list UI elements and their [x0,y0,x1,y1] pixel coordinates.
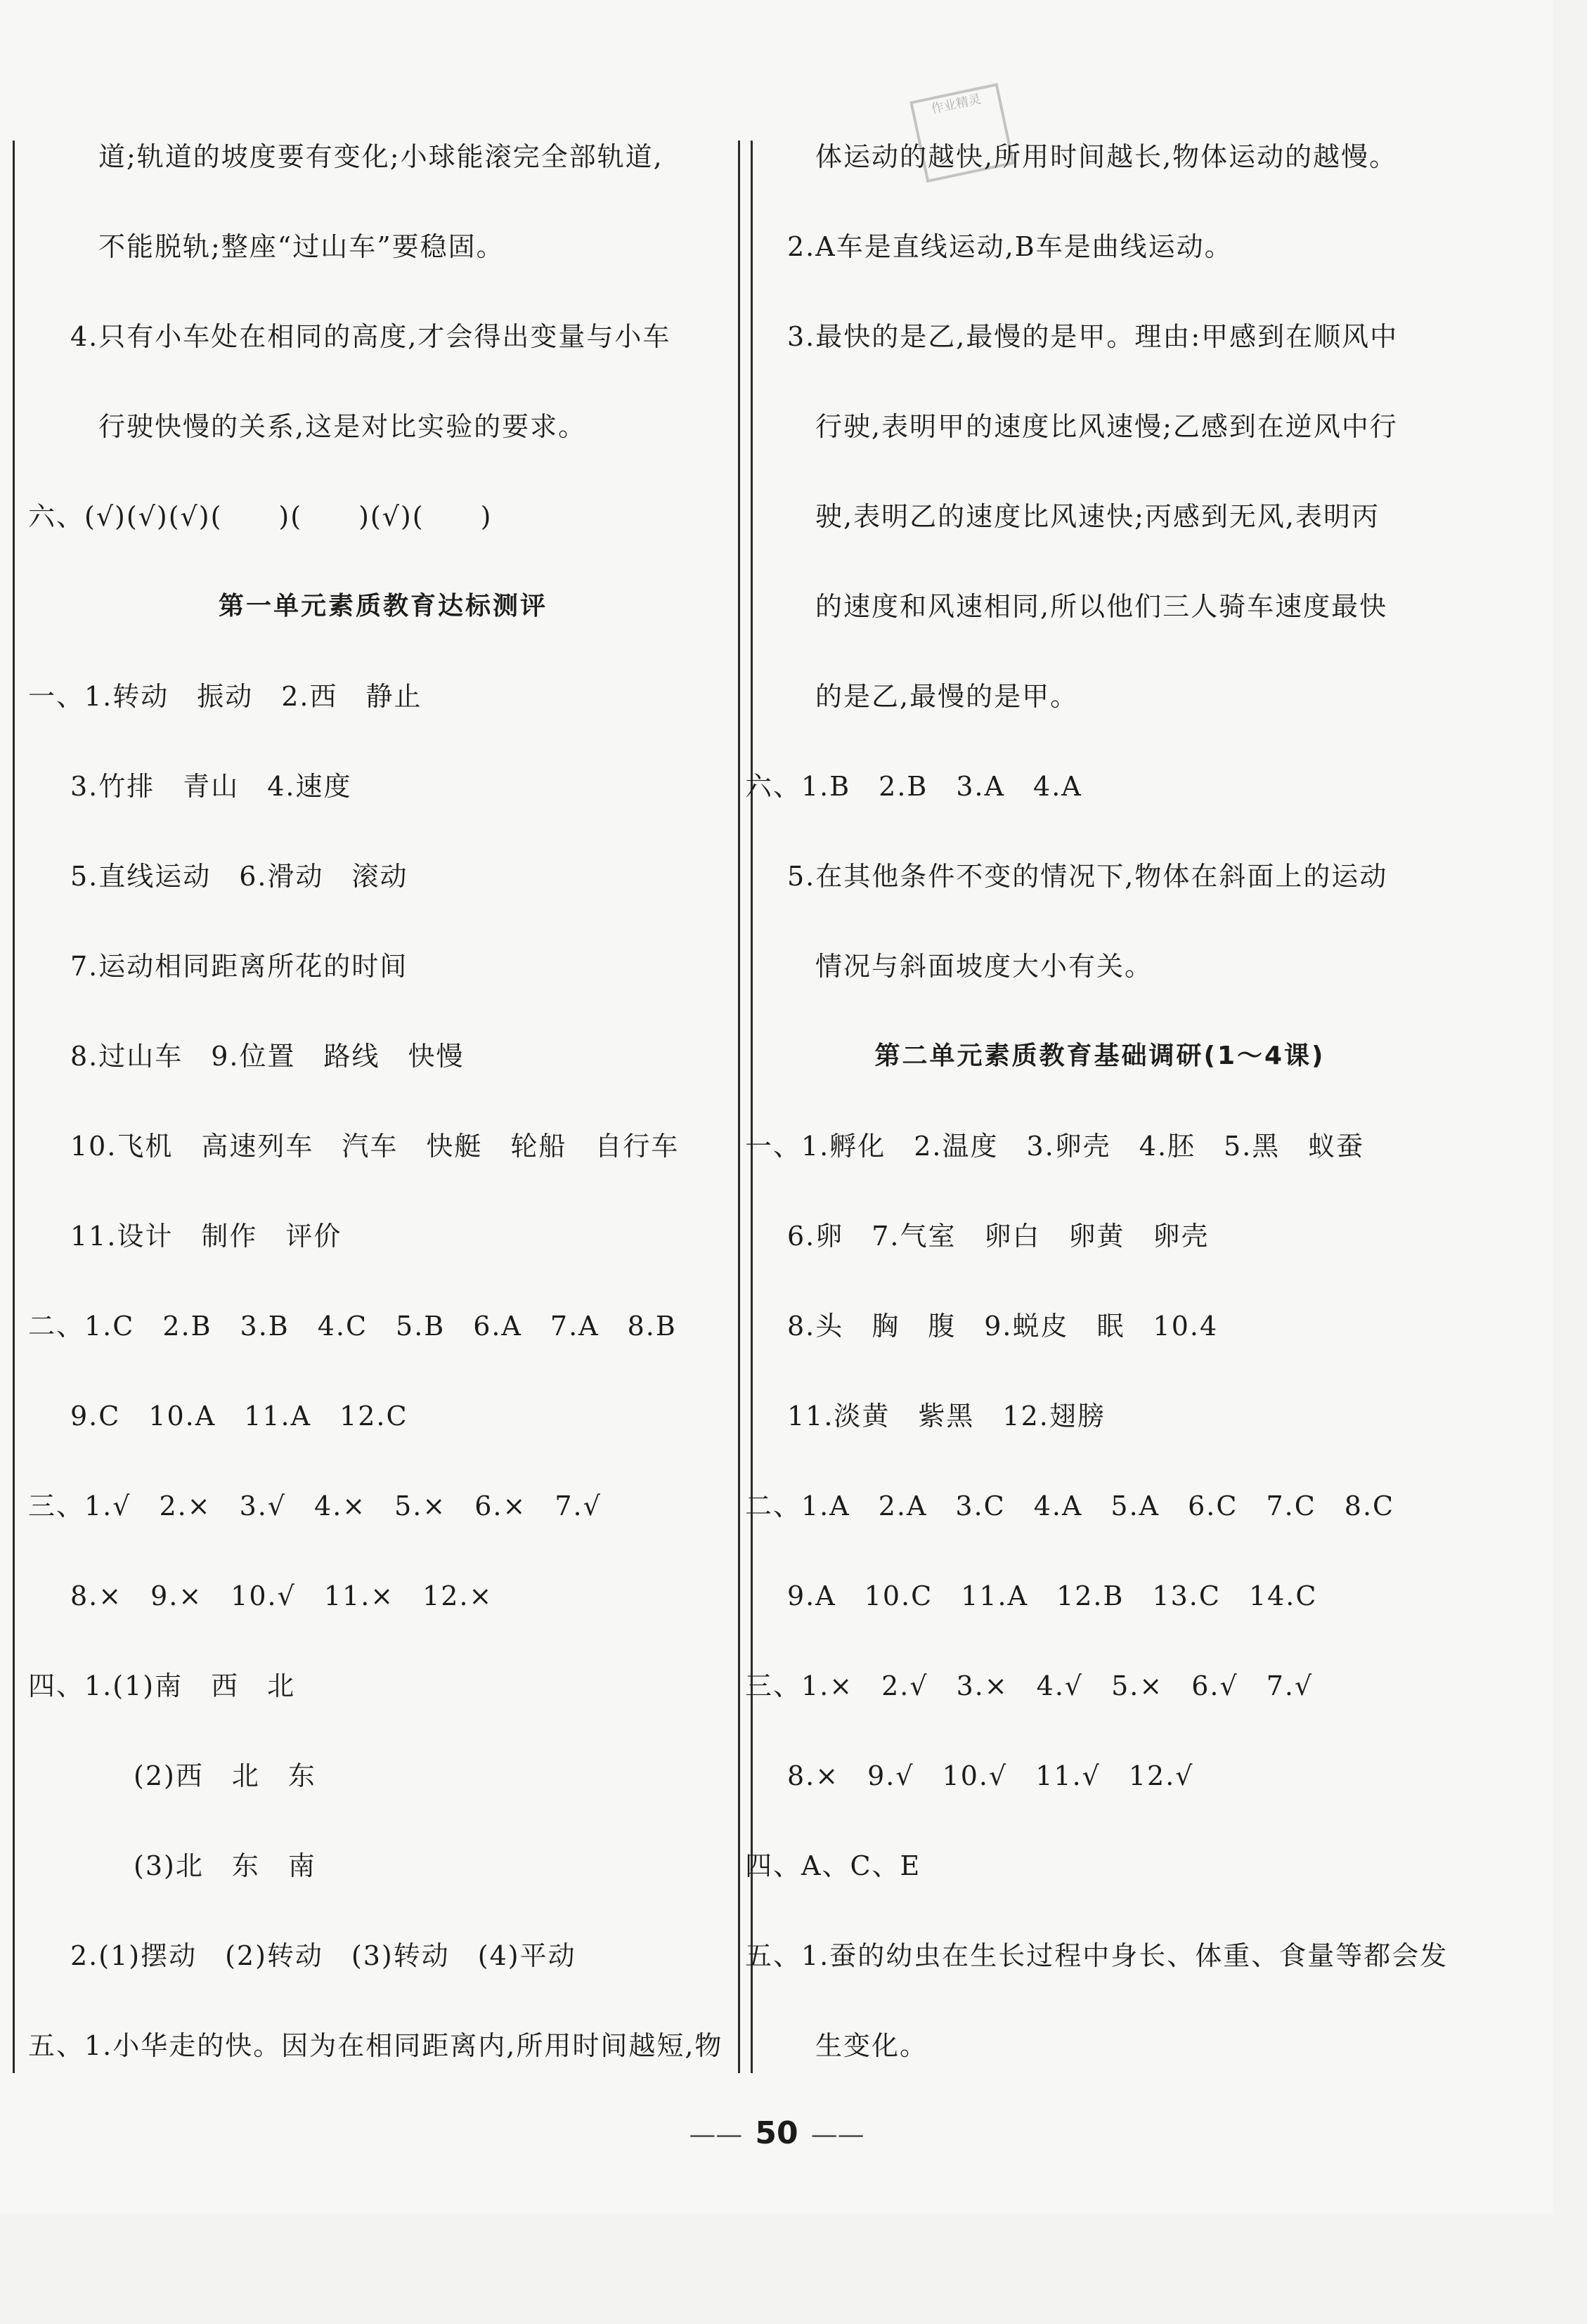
answer-line: 9.A 10.C 11.A 12.B 13.C 14.C [787,1580,1318,1611]
answer-line: (3)北 东 南 [134,1850,316,1881]
answer-line: 3.竹排 青山 4.速度 [70,771,352,802]
answer-line: 体运动的越快,所用时间越长,物体运动的越慢。 [815,141,1398,172]
answer-line: 六、1.B 2.B 3.A 4.A [745,771,1082,802]
page-number: —— 50 —— [689,2115,864,2151]
answer-line: 不能脱轨;整座“过山车”要稳固。 [98,231,505,262]
answer-line: 一、1.转动 振动 2.西 静止 [28,681,422,712]
answer-line: 的速度和风速相同,所以他们三人骑车速度最快 [815,591,1388,622]
answer-line: 2.A车是直线运动,B车是曲线运动。 [787,231,1233,262]
answer-line: (2)西 北 东 [134,1760,316,1791]
answer-line: 5.在其他条件不变的情况下,物体在斜面上的运动 [787,861,1388,892]
answer-line: 二、1.C 2.B 3.B 4.C 5.B 6.A 7.A 8.B [28,1311,677,1342]
answer-line: 驶,表明乙的速度比风速快;丙感到无风,表明丙 [815,501,1380,532]
answer-line: 四、1.(1)南 西 北 [28,1670,296,1701]
column-divider-rule-1 [738,141,740,2073]
answer-line: 2.(1)摆动 (2)转动 (3)转动 (4)平动 [70,1940,576,1971]
answer-line: 六、(√)(√)(√)( )( )(√)( ) [28,501,493,532]
answer-line: 情况与斜面坡度大小有关。 [815,951,1153,982]
watermark-stamp: 作业精灵 [909,83,1015,183]
answer-line: 8.× 9.× 10.√ 11.× 12.× [70,1580,493,1611]
answer-line: 四、A、C、E [745,1850,921,1881]
answer-line: 行驶快慢的关系,这是对比实验的要求。 [98,411,587,442]
answer-line: 一、1.孵化 2.温度 3.卵壳 4.胚 5.黑 蚁蚕 [745,1131,1365,1162]
left-column [28,0,738,2108]
answer-line: 的是乙,最慢的是甲。 [815,681,1079,712]
answer-line: 5.直线运动 6.滑动 滚动 [70,861,408,892]
answer-line: 11.淡黄 紫黑 12.翅膀 [787,1401,1106,1432]
answer-line: 生变化。 [815,2030,928,2061]
answer-line: 8.× 9.√ 10.√ 11.√ 12.√ [787,1760,1194,1791]
answer-line: 五、1.蚕的幼虫在生长过程中身长、体重、食量等都会发 [745,1940,1449,1971]
left-margin-rule [13,141,15,2073]
answer-line: 6.卵 7.气室 卵白 卵黄 卵壳 [787,1221,1210,1252]
answer-line: 三、1.√ 2.× 3.√ 4.× 5.× 6.× 7.√ [28,1491,602,1521]
answer-line: 11.设计 制作 评价 [70,1221,342,1252]
answer-line: 4.只有小车处在相同的高度,才会得出变量与小车 [70,321,671,352]
right-column [745,0,1455,2108]
answer-line: 道;轨道的坡度要有变化;小球能滚完全部轨道, [98,141,663,172]
answer-line: 8.头 胸 腹 9.蜕皮 眠 10.4 [787,1311,1219,1342]
answer-line: 8.过山车 9.位置 路线 快慢 [70,1041,465,1072]
section-heading-unit2: 第二单元素质教育基础调研(1～4课) [874,1041,1326,1070]
answer-line: 行驶,表明甲的速度比风速慢;乙感到在逆风中行 [815,411,1398,442]
answer-line: 7.运动相同距离所花的时间 [70,951,408,982]
answer-line: 3.最快的是乙,最慢的是甲。理由:甲感到在顺风中 [787,321,1399,352]
answer-line: 二、1.A 2.A 3.C 4.A 5.A 6.C 7.C 8.C [745,1491,1395,1521]
answer-line: 9.C 10.A 11.A 12.C [70,1401,408,1432]
section-heading-unit1: 第一单元素质教育达标测评 [218,592,548,621]
page-number-value: 50 [755,2115,798,2151]
answer-line: 三、1.× 2.√ 3.× 4.√ 5.× 6.√ 7.√ [745,1670,1314,1701]
answer-line: 五、1.小华走的快。因为在相同距离内,所用时间越短,物 [28,2030,723,2061]
answer-line: 10.飞机 高速列车 汽车 快艇 轮船 自行车 [70,1131,680,1162]
